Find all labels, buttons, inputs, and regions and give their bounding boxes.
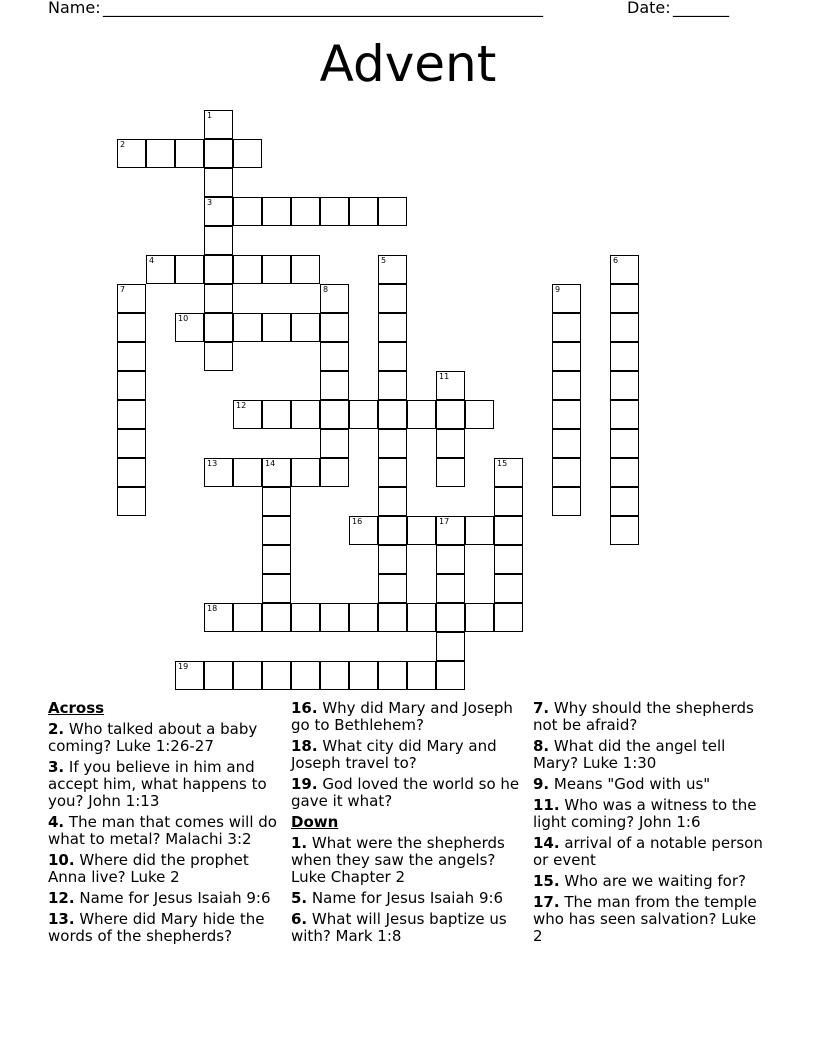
- clue-column-1: [48, 700, 284, 949]
- across-clue: [48, 911, 284, 945]
- clue-number: 15: [497, 459, 508, 468]
- clue-text: Where did the prophet Anna live? Luke 2: [48, 851, 249, 886]
- grid-cell[interactable]: [233, 313, 262, 342]
- grid-cell[interactable]: [291, 313, 320, 342]
- clue-number: 4: [149, 256, 155, 265]
- grid-cell[interactable]: [494, 487, 523, 516]
- clue-number: 8: [323, 285, 329, 294]
- clue-num: 15.: [533, 872, 560, 890]
- clue-text: What will Jesus baptize us with? Mark 1:8: [291, 910, 507, 945]
- grid-cell[interactable]: [407, 516, 436, 545]
- clue-number: 14: [265, 459, 276, 468]
- clue-num: 17.: [533, 893, 560, 911]
- across-clue: [48, 814, 284, 848]
- grid-cell[interactable]: [349, 661, 378, 690]
- grid-cell[interactable]: [117, 139, 146, 168]
- puzzle-title: Advent: [319, 35, 497, 93]
- grid-cell[interactable]: [378, 342, 407, 371]
- clue-text: Name for Jesus Isaiah 9:6: [74, 889, 271, 907]
- grid-cell[interactable]: [262, 313, 291, 342]
- across-clue: [291, 776, 527, 810]
- grid-cell[interactable]: [494, 516, 523, 545]
- clue-text: The man from the temple who has seen salvation? Luke 2: [533, 893, 757, 945]
- grid-cell[interactable]: [117, 487, 146, 516]
- grid-cell[interactable]: [610, 487, 639, 516]
- grid-cell[interactable]: [262, 545, 291, 574]
- down-clue: [533, 738, 769, 772]
- grid-cell[interactable]: [204, 284, 233, 313]
- grid-cell[interactable]: [262, 400, 291, 429]
- grid-cell[interactable]: [610, 429, 639, 458]
- across-clue: [48, 721, 284, 755]
- grid-cell[interactable]: [233, 400, 262, 429]
- clue-text: arrival of a notable person or event: [533, 834, 763, 869]
- clue-column-2: [291, 700, 527, 949]
- grid-cell[interactable]: [204, 255, 233, 284]
- clue-num: 8.: [533, 737, 550, 755]
- grid-cell[interactable]: [117, 371, 146, 400]
- grid-cell[interactable]: [175, 661, 204, 690]
- clue-num: 18.: [291, 737, 318, 755]
- grid-cell[interactable]: [175, 255, 204, 284]
- grid-cell[interactable]: [436, 400, 465, 429]
- name-field[interactable]: _______________________________________________________: [103, 0, 543, 17]
- grid-cell[interactable]: [320, 197, 349, 226]
- grid-cell[interactable]: [349, 197, 378, 226]
- clue-number: 12: [236, 401, 247, 410]
- clue-num: 7.: [533, 699, 550, 717]
- across-clue: [48, 890, 284, 907]
- clue-number: 16: [352, 517, 363, 526]
- grid-cell[interactable]: [552, 342, 581, 371]
- grid-cell[interactable]: [262, 255, 291, 284]
- grid-cell[interactable]: [204, 226, 233, 255]
- grid-cell[interactable]: [407, 603, 436, 632]
- clue-number: 2: [120, 140, 126, 149]
- grid-cell[interactable]: [204, 313, 233, 342]
- grid-cell[interactable]: [320, 371, 349, 400]
- clue-text: The man that comes will do what to metal? Malachi 3:2: [48, 813, 277, 848]
- grid-cell[interactable]: [378, 400, 407, 429]
- grid-cell[interactable]: [291, 400, 320, 429]
- grid-cell[interactable]: [436, 661, 465, 690]
- clue-num: 16.: [291, 699, 318, 717]
- grid-cell[interactable]: [291, 661, 320, 690]
- grid-cell[interactable]: [320, 342, 349, 371]
- clue-number: 6: [613, 256, 619, 265]
- clue-number: 9: [555, 285, 561, 294]
- grid-cell[interactable]: [291, 603, 320, 632]
- grid-cell[interactable]: [378, 429, 407, 458]
- grid-cell[interactable]: [233, 139, 262, 168]
- down-heading: Down: [291, 813, 339, 831]
- clue-column-3: [533, 700, 769, 949]
- clue-number: 11: [439, 372, 450, 381]
- grid-cell[interactable]: [552, 429, 581, 458]
- clue-num: 12.: [48, 889, 75, 907]
- down-clue: [291, 911, 527, 945]
- clue-number: 10: [178, 314, 189, 323]
- grid-cell[interactable]: [204, 139, 233, 168]
- grid-cell[interactable]: [610, 400, 639, 429]
- grid-cell[interactable]: [407, 400, 436, 429]
- grid-cell[interactable]: [407, 661, 436, 690]
- clue-num: 3.: [48, 758, 65, 776]
- grid-cell[interactable]: [204, 458, 233, 487]
- down-clue: [533, 776, 769, 793]
- clue-number: 19: [178, 662, 189, 671]
- grid-cell[interactable]: [378, 284, 407, 313]
- clue-number: 1: [207, 111, 213, 120]
- grid-cell[interactable]: [117, 313, 146, 342]
- grid-cell[interactable]: [436, 458, 465, 487]
- clue-num: 5.: [291, 889, 308, 907]
- grid-cell[interactable]: [233, 661, 262, 690]
- across-heading: Across: [48, 699, 105, 717]
- grid-cell[interactable]: [494, 545, 523, 574]
- grid-cell[interactable]: [233, 458, 262, 487]
- clue-num: 9.: [533, 775, 550, 793]
- grid-cell[interactable]: [262, 487, 291, 516]
- down-clue: [533, 894, 769, 945]
- grid-cell[interactable]: [320, 661, 349, 690]
- grid-cell[interactable]: [378, 516, 407, 545]
- grid-cell[interactable]: [262, 458, 291, 487]
- grid-cell[interactable]: [117, 458, 146, 487]
- clue-text: Why did Mary and Joseph go to Bethlehem?: [291, 699, 513, 734]
- down-clue: [533, 700, 769, 734]
- across-clue: [48, 759, 284, 810]
- clue-num: 6.: [291, 910, 308, 928]
- clue-text: God loved the world so he gave it what?: [291, 775, 520, 810]
- grid-cell[interactable]: [436, 632, 465, 661]
- grid-cell[interactable]: [291, 197, 320, 226]
- grid-cell[interactable]: [378, 197, 407, 226]
- clue-num: 11.: [533, 796, 560, 814]
- clue-text: Who are we waiting for?: [559, 872, 746, 890]
- grid-cell[interactable]: [233, 197, 262, 226]
- clue-text: Why should the shepherds not be afraid?: [533, 699, 754, 734]
- grid-cell[interactable]: [378, 603, 407, 632]
- grid-cell[interactable]: [378, 574, 407, 603]
- clue-number: 18: [207, 604, 218, 613]
- grid-cell[interactable]: [610, 516, 639, 545]
- clue-text: Who was a witness to the light coming? John 1:6: [533, 796, 757, 831]
- grid-cell[interactable]: [146, 139, 175, 168]
- clue-text: Means "God with us": [549, 775, 711, 793]
- clue-text: Who talked about a baby coming? Luke 1:26-27: [48, 720, 258, 755]
- clue-num: 10.: [48, 851, 75, 869]
- grid-cell[interactable]: [117, 429, 146, 458]
- grid-cell[interactable]: [204, 110, 233, 139]
- grid-cell[interactable]: [320, 603, 349, 632]
- grid-cell[interactable]: [320, 284, 349, 313]
- grid-cell[interactable]: [610, 284, 639, 313]
- grid-cell[interactable]: [204, 168, 233, 197]
- grid-cell[interactable]: [436, 545, 465, 574]
- clue-number: 17: [439, 517, 450, 526]
- grid-cell[interactable]: [610, 371, 639, 400]
- down-clue: [533, 873, 769, 890]
- grid-cell[interactable]: [262, 603, 291, 632]
- grid-cell[interactable]: [262, 197, 291, 226]
- grid-cell[interactable]: [610, 313, 639, 342]
- grid-cell[interactable]: [233, 255, 262, 284]
- grid-cell[interactable]: [262, 661, 291, 690]
- grid-cell[interactable]: [552, 284, 581, 313]
- grid-cell[interactable]: [610, 255, 639, 284]
- grid-cell[interactable]: [552, 313, 581, 342]
- grid-cell[interactable]: [146, 255, 175, 284]
- grid-cell[interactable]: [233, 603, 262, 632]
- grid-cell[interactable]: [494, 603, 523, 632]
- across-clue: [291, 738, 527, 772]
- grid-cell[interactable]: [349, 516, 378, 545]
- grid-cell[interactable]: [436, 429, 465, 458]
- grid-cell[interactable]: [378, 487, 407, 516]
- grid-cell[interactable]: [610, 458, 639, 487]
- down-clue: [291, 890, 527, 907]
- clue-num: 14.: [533, 834, 560, 852]
- grid-cell[interactable]: [175, 139, 204, 168]
- grid-cell[interactable]: [175, 313, 204, 342]
- grid-cell[interactable]: [117, 400, 146, 429]
- grid-cell[interactable]: [436, 574, 465, 603]
- grid-cell[interactable]: [204, 661, 233, 690]
- grid-cell[interactable]: [494, 458, 523, 487]
- clue-text: What did the angel tell Mary? Luke 1:30: [533, 737, 726, 772]
- grid-cell[interactable]: [349, 400, 378, 429]
- clue-number: 3: [207, 198, 213, 207]
- grid-cell[interactable]: [378, 661, 407, 690]
- grid-cell[interactable]: [204, 342, 233, 371]
- date-label: Date:: [627, 0, 671, 17]
- down-clue: [533, 835, 769, 869]
- grid-cell[interactable]: [349, 603, 378, 632]
- grid-cell[interactable]: [552, 371, 581, 400]
- grid-cell[interactable]: [465, 603, 494, 632]
- clue-num: 13.: [48, 910, 75, 928]
- grid-cell[interactable]: [610, 342, 639, 371]
- clue-number: 7: [120, 285, 126, 294]
- grid-cell[interactable]: [494, 574, 523, 603]
- grid-cell[interactable]: [552, 487, 581, 516]
- clue-text: If you believe in him and accept him, what happens to you? John 1:13: [48, 758, 267, 810]
- grid-cell[interactable]: [378, 545, 407, 574]
- grid-cell[interactable]: [552, 458, 581, 487]
- grid-cell[interactable]: [465, 400, 494, 429]
- clue-num: 4.: [48, 813, 65, 831]
- clue-text: Name for Jesus Isaiah 9:6: [307, 889, 504, 907]
- grid-cell[interactable]: [291, 458, 320, 487]
- date-field[interactable]: _______: [673, 0, 729, 17]
- grid-cell[interactable]: [262, 516, 291, 545]
- grid-cell[interactable]: [436, 371, 465, 400]
- grid-cell[interactable]: [320, 400, 349, 429]
- clue-text: Where did Mary hide the words of the shepherds?: [48, 910, 265, 945]
- grid-cell[interactable]: [117, 284, 146, 313]
- grid-cell[interactable]: [320, 313, 349, 342]
- down-clue: [533, 797, 769, 831]
- name-label: Name:: [48, 0, 101, 17]
- grid-cell[interactable]: [378, 371, 407, 400]
- clue-num: 19.: [291, 775, 318, 793]
- clue-text: What city did Mary and Joseph travel to?: [291, 737, 497, 772]
- grid-cell[interactable]: [552, 400, 581, 429]
- clue-number: 13: [207, 459, 218, 468]
- grid-cell[interactable]: [436, 603, 465, 632]
- grid-cell[interactable]: [204, 197, 233, 226]
- down-clue: [291, 835, 527, 886]
- grid-cell[interactable]: [378, 313, 407, 342]
- grid-cell[interactable]: [378, 255, 407, 284]
- grid-cell[interactable]: [204, 603, 233, 632]
- clue-num: 2.: [48, 720, 65, 738]
- grid-cell[interactable]: [320, 458, 349, 487]
- across-clue: [48, 852, 284, 886]
- grid-cell[interactable]: [291, 255, 320, 284]
- grid-cell[interactable]: [262, 574, 291, 603]
- clue-num: 1.: [291, 834, 308, 852]
- across-clue: [291, 700, 527, 734]
- grid-cell[interactable]: [320, 429, 349, 458]
- clue-number: 5: [381, 256, 387, 265]
- grid-cell[interactable]: [436, 516, 465, 545]
- grid-cell[interactable]: [378, 458, 407, 487]
- clue-text: What were the shepherds when they saw the angels? Luke Chapter 2: [291, 834, 505, 886]
- grid-cell[interactable]: [465, 516, 494, 545]
- grid-cell[interactable]: [117, 342, 146, 371]
